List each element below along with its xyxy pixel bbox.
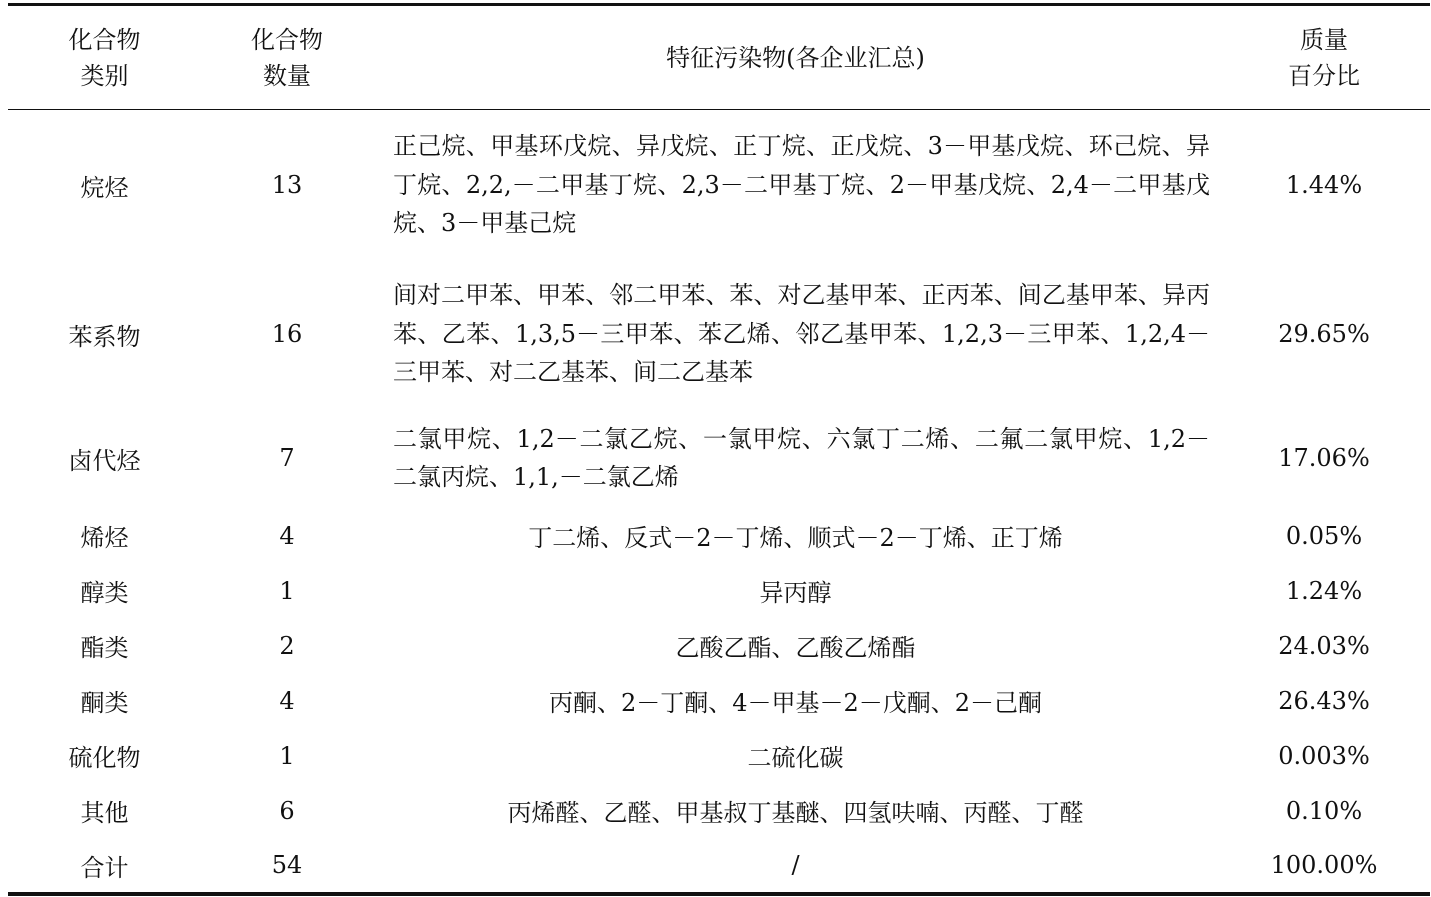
pollutant-table [8,3,1430,896]
cell-pollutants: 丁二烯、反式－2－丁烯、顺式－2－丁烯、正丁烯 [528,524,1063,552]
header-count [201,5,373,110]
cell-percent: 1.44% [1285,171,1363,199]
cell-pollutants: 异丙醇 [759,579,832,607]
header-category [8,5,201,110]
header-row [8,5,1430,110]
cell-pollutants: / [791,851,800,879]
cell-pollutants: 二氯甲烷、1,2－二氯乙烷、一氯甲烷、六氯丁二烯、二氟二氯甲烷、1,2－二氯丙烷、1,1,－二氯乙烯 [393,424,1210,491]
table-row [8,783,1430,838]
header-category-line1: 化合物 [68,25,141,54]
cell-percent: 0.003% [1278,741,1370,770]
cell-percent: 17.06% [1278,444,1370,472]
table-row [8,408,1430,508]
table-row [8,673,1430,728]
cell-percent: 24.03% [1278,631,1370,660]
table-row [8,728,1430,783]
cell-count: 2 [279,631,295,660]
cell-pollutants: 乙酸乙酯、乙酸乙烯酯 [675,634,916,662]
cell-category: 酮类 [80,689,129,717]
cell-count: 1 [279,741,295,770]
table-row-total [8,838,1430,894]
cell-count: 4 [279,521,295,550]
cell-category: 其他 [80,799,129,827]
cell-percent: 29.65% [1278,320,1370,348]
table-row [8,110,1430,261]
cell-count: 1 [279,576,295,605]
cell-category: 合计 [80,853,129,882]
cell-percent: 1.24% [1285,576,1363,605]
table-row [8,260,1430,408]
table-header [8,5,1430,110]
cell-pollutants: 丙酮、2－丁酮、4－甲基－2－戊酮、2－己酮 [548,689,1043,717]
header-percent-line2: 百分比 [1288,61,1360,90]
cell-count: 13 [271,171,303,199]
table-body [8,110,1430,895]
header-percent-line1: 质量 [1300,25,1348,54]
cell-percent: 100.00% [1270,851,1378,879]
cell-category: 烯烃 [80,524,129,552]
cell-pollutants: 二硫化碳 [747,744,844,772]
cell-percent: 26.43% [1278,686,1370,715]
cell-category: 卤代烃 [68,446,141,475]
cell-percent: 0.05% [1285,521,1363,550]
cell-category: 烷烃 [80,173,129,202]
cell-category: 醇类 [80,579,129,607]
cell-category: 硫化物 [68,744,141,772]
cell-pollutants: 正己烷、甲基环戊烷、异戊烷、正丁烷、正戊烷、3－甲基戊烷、环己烷、异丁烷、2,2,－二甲基丁烷、2,3－二甲基丁烷、2－甲基戊烷、2,4－二甲基戊烷、3－甲基己烷 [393,132,1210,238]
header-count-line2: 数量 [263,61,311,90]
header-category-line2: 类别 [80,61,129,90]
table-row [8,618,1430,673]
cell-count: 54 [271,851,303,879]
cell-count: 16 [271,320,303,348]
header-percent [1218,5,1430,110]
cell-count: 6 [279,796,295,825]
cell-pollutants: 间对二甲苯、甲苯、邻二甲苯、苯、对乙基甲苯、正丙苯、间乙基甲苯、异丙苯、乙苯、1,3,5－三甲苯、苯乙烯、邻乙基甲苯、1,2,3－三甲苯、1,2,4－三甲苯、对二乙基苯、间二乙基苯 [393,281,1210,387]
header-count-line1: 化合物 [251,25,323,54]
cell-category: 酯类 [80,634,129,662]
table-row [8,508,1430,563]
cell-percent: 0.10% [1285,796,1363,825]
header-pollutants: 特征污染物(各企业汇总) [666,43,925,72]
cell-count: 4 [279,686,295,715]
table-row [8,563,1430,618]
cell-count: 7 [279,444,295,472]
cell-category: 苯系物 [68,322,141,351]
cell-pollutants: 丙烯醛、乙醛、甲基叔丁基醚、四氢呋喃、丙醛、丁醛 [507,799,1084,827]
